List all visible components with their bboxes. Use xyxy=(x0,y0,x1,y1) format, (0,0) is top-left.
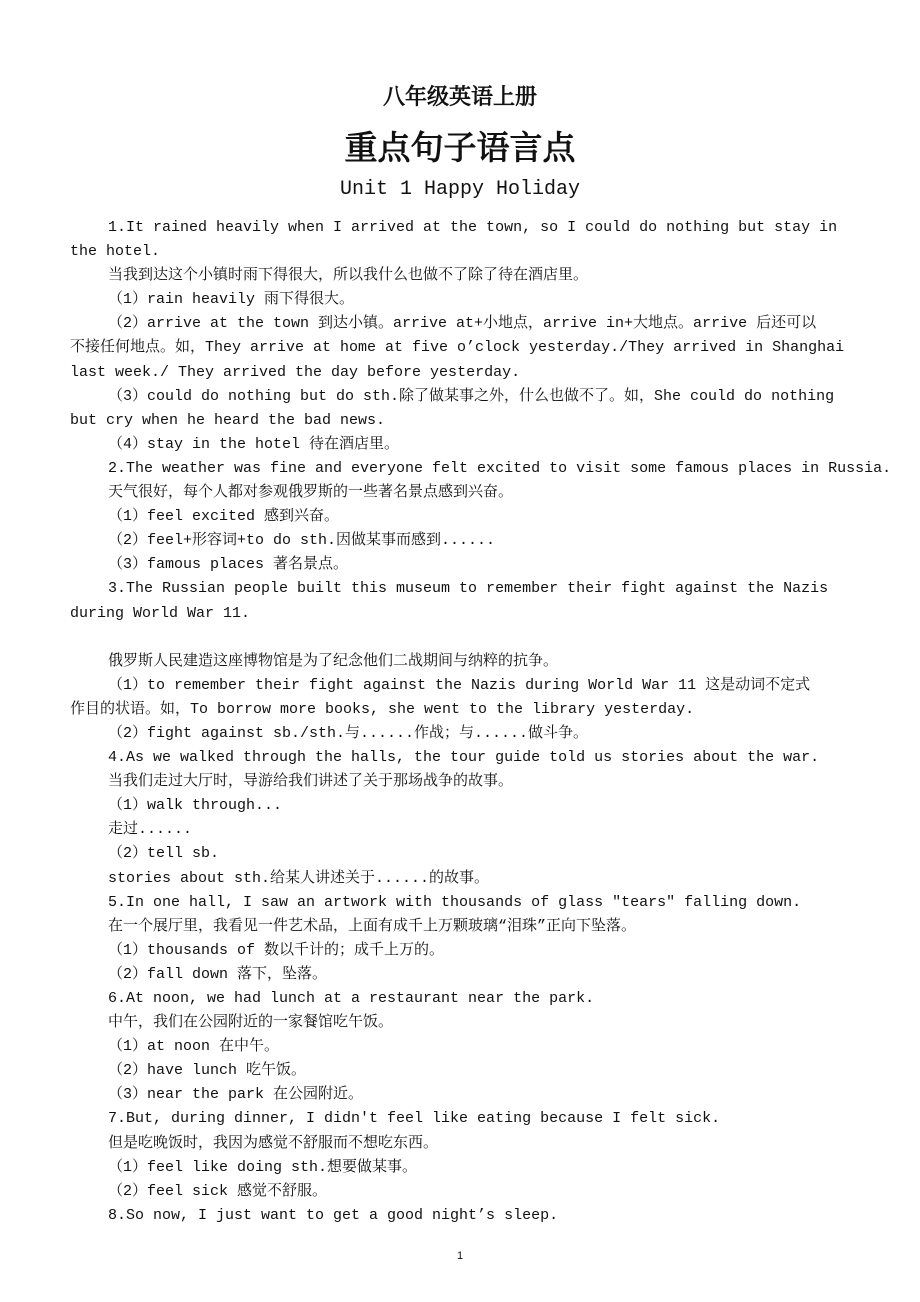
text-line: （2）feel+形容词+to do sth.因做某事而感到...... xyxy=(108,532,496,550)
text-line: 走过...... xyxy=(108,821,193,839)
text-line: stories about sth.给某人讲述关于......的故事。 xyxy=(108,869,490,887)
text-line: 1.It rained heavily when I arrived at the town, so I could do nothing but stay in xyxy=(108,219,838,236)
text-line: 天气很好，每个人都对参观俄罗斯的一些著名景点感到兴奋。 xyxy=(108,484,514,502)
text-line: （3）could do nothing but do sth.除了做某事之外，什么也做不了。如，She could do nothing xyxy=(108,387,835,405)
document-title: 重点句子语言点 xyxy=(344,128,576,167)
text-line: （1）at noon 在中午。 xyxy=(108,1038,280,1056)
text-line: （3）near the park 在公园附近。 xyxy=(108,1086,364,1104)
text-line: 不接任何地点。如，They arrive at home at five o’clock yesterday./They arrived in Shanghai xyxy=(70,339,845,357)
text-line: （2）tell sb. xyxy=(108,845,220,863)
text-line: （2）arrive at the town 到达小镇。arrive at+小地点，arrive in+大地点。arrive 后还可以 xyxy=(108,315,817,333)
text-line: （1）rain heavily 雨下得很大。 xyxy=(108,291,355,309)
text-line: 4.As we walked through the halls, the tour guide told us stories about the war. xyxy=(108,749,820,767)
text-line: the hotel. xyxy=(70,243,161,261)
text-line: （1）walk through... xyxy=(108,797,283,815)
text-line: during World War 11. xyxy=(70,604,251,622)
document-body xyxy=(70,216,900,1228)
text-line: （2）fight against sb./sth.与......作战；与......做斗争。 xyxy=(108,724,589,742)
text-line: 中午，我们在公园附近的一家餐馆吃午饭。 xyxy=(108,1014,394,1032)
text-line: （2）have lunch 吃午饭。 xyxy=(108,1062,307,1080)
text-line: 2.The weather was fine and everyone felt excited to visit some famous places in Russia. xyxy=(108,459,892,477)
text-line: 俄罗斯人民建造这座博物馆是为了纪念他们二战期间与纳粹的抗争。 xyxy=(108,652,559,670)
text-line: （1）to remember their fight against the Nazis during World War 11 这是动词不定式 xyxy=(108,676,811,694)
text-line: （3）famous places 著名景点。 xyxy=(108,556,349,574)
grade-heading: 八年级英语上册 xyxy=(382,85,537,110)
text-line: （2）feel sick 感觉不舒服。 xyxy=(108,1182,328,1200)
unit-heading: Unit 1 Happy Holiday xyxy=(339,178,581,201)
text-line: （1）feel excited 感到兴奋。 xyxy=(108,508,340,526)
text-line: （2）fall down 落下，坠落。 xyxy=(108,965,328,983)
text-line: （4）stay in the hotel 待在酒店里。 xyxy=(108,435,400,453)
text-line: 作目的状语。如，To borrow more books, she went to the library yesterday. xyxy=(70,700,695,718)
text-line: last week./ They arrived the day before yesterday. xyxy=(70,363,521,381)
text-line: 当我们走过大厅时，导游给我们讲述了关于那场战争的故事。 xyxy=(108,773,514,791)
text-line: 当我到达这个小镇时雨下得很大，所以我什么也做不了除了待在酒店里。 xyxy=(108,267,589,285)
text-line xyxy=(70,626,900,650)
text-line: 5.In one hall, I saw an artwork with thousands of glass "tears" falling down. xyxy=(108,893,802,911)
page-number: 1 xyxy=(456,1250,464,1262)
text-line: 7.But, during dinner, I didn't feel like eating because I felt sick. xyxy=(108,1110,721,1128)
text-line: （1）feel like doing sth.想要做某事。 xyxy=(108,1158,418,1176)
text-line: but cry when he heard the bad news. xyxy=(70,411,386,429)
text-line: （1）thousands of 数以千计的；成千上万的。 xyxy=(108,941,445,959)
text-line: 但是吃晚饭时，我因为感觉不舒服而不想吃东西。 xyxy=(108,1134,439,1152)
text-line: 6.At noon, we had lunch at a restaurant near the park. xyxy=(108,990,595,1007)
text-line: 3.The Russian people built this museum to remember their fight against the Nazis xyxy=(108,580,829,598)
text-line: 8.So now, I just want to get a good night’s sleep. xyxy=(108,1206,559,1224)
text-line: 在一个展厅里，我看见一件艺术品，上面有成千上万颗玻璃“泪珠”正向下坠落。 xyxy=(108,917,637,935)
